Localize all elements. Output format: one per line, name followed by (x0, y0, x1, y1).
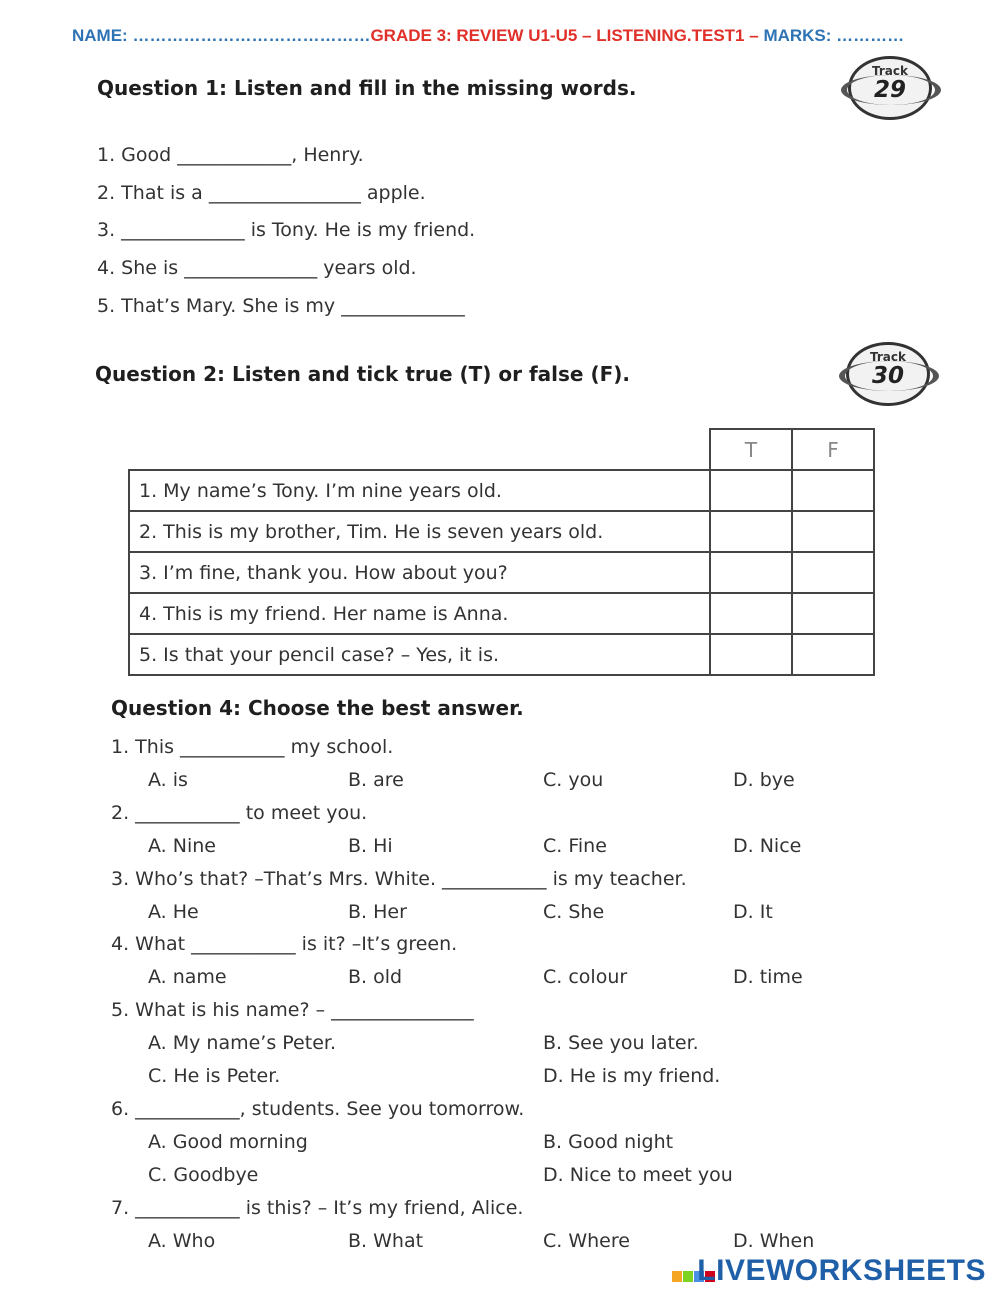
q4-3-option-d[interactable]: D. It (733, 901, 773, 923)
q1-item-3: 3. _____________ is Tony. He is my friend. (97, 219, 476, 241)
q4-5-option-d[interactable]: D. He is my friend. (543, 1065, 721, 1087)
tick-false-1[interactable] (792, 470, 874, 511)
tick-false-4[interactable] (792, 593, 874, 634)
tick-true-2[interactable] (710, 511, 792, 552)
q1-item-4: 4. She is ______________ years old. (97, 257, 417, 279)
q4-2-option-a[interactable]: A. Nine (148, 835, 216, 857)
q4-stem-3: 3. Who’s that? –That’s Mrs. White. ___________ is my teacher. (111, 868, 687, 890)
q1-item-1: 1. Good ____________, Henry. (97, 144, 364, 166)
q4-7-option-c[interactable]: C. Where (543, 1230, 630, 1252)
q4-title: Question 4: Choose the best answer. (111, 696, 524, 720)
logo-text: LIVEWORKSHEETS (697, 1254, 986, 1287)
name-field-label: NAME: …………………………………… (72, 26, 371, 45)
statement-4: 4. This is my friend. Her name is Anna. (129, 593, 710, 634)
table-header-row (129, 429, 874, 470)
q4-stem-5: 5. What is his name? – _______________ (111, 999, 474, 1021)
table-row (129, 593, 874, 634)
q4-2-option-c[interactable]: C. Fine (543, 835, 607, 857)
q4-2-option-b[interactable]: B. Hi (348, 835, 393, 857)
q4-3-option-c[interactable]: C. She (543, 901, 605, 923)
q4-4-option-d[interactable]: D. time (733, 966, 803, 988)
headphones-icon (839, 361, 939, 391)
q4-7-option-b[interactable]: B. What (348, 1230, 424, 1252)
q4-stem-6: 6. ___________, students. See you tomorrow. (111, 1098, 525, 1120)
table-row (129, 470, 874, 511)
track-number: 30 (871, 363, 904, 389)
worksheet-header (72, 26, 904, 46)
column-f-header: F (792, 429, 874, 470)
true-false-table (128, 428, 875, 676)
q4-stem-4: 4. What ___________ is it? –It’s green. (111, 933, 458, 955)
q4-stem-1: 1. This ___________ my school. (111, 736, 394, 758)
q1-item-5: 5. That’s Mary. She is my _____________ (97, 295, 465, 317)
statement-3: 3. I’m fine, thank you. How about you? (129, 552, 710, 593)
q4-1-option-a[interactable]: A. is (148, 769, 188, 791)
track-label: Track (872, 64, 908, 78)
track-30-badge[interactable] (846, 342, 930, 406)
track-number: 29 (873, 77, 906, 103)
q4-1-option-c[interactable]: C. you (543, 769, 604, 791)
statement-2: 2. This is my brother, Tim. He is seven years old. (129, 511, 710, 552)
q4-stem-2: 2. ___________ to meet you. (111, 802, 368, 824)
headphones-icon (841, 75, 941, 105)
tick-true-5[interactable] (710, 634, 792, 675)
tick-false-5[interactable] (792, 634, 874, 675)
tick-true-4[interactable] (710, 593, 792, 634)
column-t-header: T (710, 429, 792, 470)
q4-6-option-a[interactable]: A. Good morning (148, 1131, 308, 1153)
q1-item-2: 2. That is a ________________ apple. (97, 182, 426, 204)
tick-false-2[interactable] (792, 511, 874, 552)
track-29-badge[interactable] (848, 56, 932, 120)
q1-title: Question 1: Listen and fill in the missing words. (97, 76, 637, 100)
worksheet-title: GRADE 3: REVIEW U1-U5 – LISTENING.TEST1 – (370, 26, 759, 45)
table-row (129, 634, 874, 675)
q4-6-option-c[interactable]: C. Goodbye (148, 1164, 259, 1186)
q4-6-option-d[interactable]: D. Nice to meet you (543, 1164, 733, 1186)
q4-4-option-b[interactable]: B. old (348, 966, 403, 988)
q4-4-option-c[interactable]: C. colour (543, 966, 628, 988)
q4-7-option-a[interactable]: A. Who (148, 1230, 216, 1252)
tick-true-1[interactable] (710, 470, 792, 511)
tick-false-3[interactable] (792, 552, 874, 593)
table-row (129, 511, 874, 552)
tick-true-3[interactable] (710, 552, 792, 593)
q4-2-option-d[interactable]: D. Nice (733, 835, 802, 857)
track-label: Track (870, 350, 906, 364)
q2-title: Question 2: Listen and tick true (T) or false (F). (95, 362, 630, 386)
q4-5-option-a[interactable]: A. My name’s Peter. (148, 1032, 336, 1054)
q4-3-option-a[interactable]: A. He (148, 901, 199, 923)
q4-5-option-b[interactable]: B. See you later. (543, 1032, 699, 1054)
q4-4-option-a[interactable]: A. name (148, 966, 227, 988)
statement-5: 5. Is that your pencil case? – Yes, it is. (129, 634, 710, 675)
q4-stem-7: 7. ___________ is this? – It’s my friend, Alice. (111, 1197, 524, 1219)
q4-5-option-c[interactable]: C. He is Peter. (148, 1065, 281, 1087)
q4-1-option-d[interactable]: D. bye (733, 769, 795, 791)
statement-1: 1. My name’s Tony. I’m nine years old. (129, 470, 710, 511)
liveworksheets-logo[interactable] (672, 1254, 986, 1288)
marks-field-label: MARKS: ………… (763, 26, 905, 45)
q4-6-option-b[interactable]: B. Good night (543, 1131, 674, 1153)
q4-3-option-b[interactable]: B. Her (348, 901, 407, 923)
q4-1-option-b[interactable]: B. are (348, 769, 404, 791)
q4-7-option-d[interactable]: D. When (733, 1230, 815, 1252)
liveworksheets-icon (672, 1257, 694, 1281)
table-row (129, 552, 874, 593)
